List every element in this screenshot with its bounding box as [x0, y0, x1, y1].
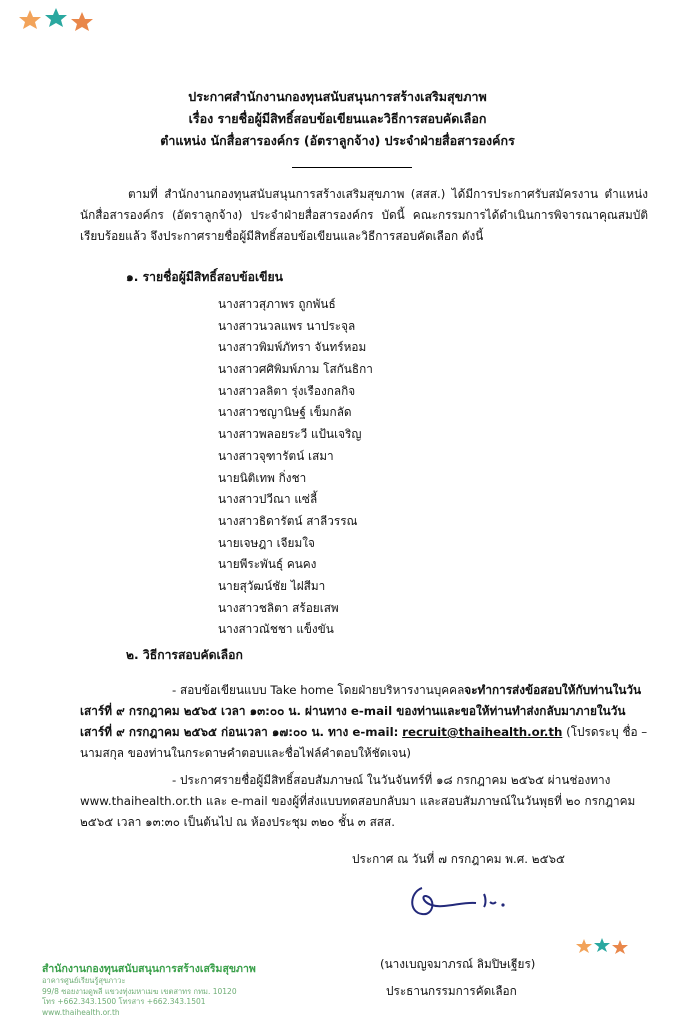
candidate-name: นางสาวปวีณา แซ่ลี้ — [218, 492, 318, 507]
candidate-name: นางสาวชญานิษฐ์ เข็มกลัด — [218, 405, 352, 420]
candidate-name: นางสาวศศิพิมพ์ภาม โสกันธิกา — [218, 362, 373, 377]
signature-image — [400, 880, 528, 924]
intro-paragraph: ตามที่ สำนักงานกองทุนสนับสนุนการสร้างเสริมสุขภาพ (สสส.) ได้มีการประกาศรับสมัครงาน ตำแหน่ง นักสื่อสารองค์กร (อัตราลูกจ้าง) ประจำฝ่ายสื่อสารองค์กร บัดนี้ คณะกรรมการได้ดำเนินการพิจารณาคุณสมบัติเรียบร้อยแล้ว จึงประกาศรายชื่อผู้มีสิทธิ์สอบข้อเขียนและวิธีการสอบคัดเลือก ดังนี้ — [80, 187, 648, 243]
section-1-heading: ๑. รายชื่อผู้มีสิทธิ์สอบข้อเขียน — [126, 270, 283, 284]
logo-figures-icon — [566, 936, 638, 988]
organization-footer — [42, 962, 256, 1018]
section-2-heading: ๒. วิธีการสอบคัดเลือก — [126, 648, 243, 662]
title-line-3: ตำแหน่ง นักสื่อสารองค์กร (อัตราลูกจ้าง) ประจำฝ่ายสื่อสารองค์กร — [160, 133, 515, 148]
footer-website[interactable]: www.thaihealth.or.th — [42, 1007, 120, 1017]
announcement-date: ประกาศ ณ วันที่ ๗ กรกฎาคม พ.ศ. ๒๕๖๕ — [352, 852, 565, 866]
signature-icon — [400, 880, 528, 924]
candidate-name: นางสาวจุฑารัตน์ เสมา — [218, 448, 334, 463]
title-line-2: เรื่อง รายชื่อผู้มีสิทธิ์สอบข้อเขียนและวิธีการสอบคัดเลือก — [188, 111, 487, 126]
candidate-name: นายเจษฎา เจียมใจ — [218, 535, 315, 550]
thaihealth-logo — [8, 6, 108, 72]
method-1-intro: - สอบข้อเขียนแบบ Take home โดยฝ่ายบริหารงานบุคคล — [172, 683, 465, 697]
candidate-name: นางสาวพิมพ์ภัทรา จันทร์หอม — [218, 340, 367, 355]
candidate-list — [218, 294, 373, 641]
thaihealth-logo-footer — [566, 936, 638, 988]
recruit-email-link[interactable]: recruit@thaihealth.or.th — [402, 725, 563, 739]
interview-announcement-paragraph: - ประกาศรายชื่อผู้มีสิทธิ์สอบสัมภาษณ์ ในวันจันทร์ที่ ๑๘ กรกฎาคม ๒๕๖๕ ผ่านช่องทาง www.thaihealth.or.th และ e-mail ของผู้ที่ส่งแบบทดสอบกลับมา และสอบสัมภาษณ์ในวันพุธที่ ๒๐ กรกฎาคม ๒๕๖๕ เวลา ๑๓:๓๐ เป็นต้นไป ณ ห้องประชุม ๓๒๐ ชั้น ๓ สสส. — [80, 773, 636, 829]
method-1-note: (โปรดระบุ ชื่อ – นามสกุล ของท่านในกระดาษคำตอบและชื่อไฟล์คำตอบให้ชัดเจน) — [80, 725, 648, 760]
candidate-name: นางสาวพลอยระวี แป้นเจริญ — [218, 427, 362, 442]
candidate-name: นางสาวณัชชา แข็งขัน — [218, 622, 334, 637]
footer-address: 99/8 ซอยงามดูพลี แขวงทุ่งมหาเมฆ เขตสาทร กทม. 10120 — [42, 986, 237, 996]
signer-block — [380, 954, 535, 1002]
candidate-name: นางสาวธิดารัตน์ สาลีวรรณ — [218, 513, 358, 528]
candidate-name: นางสาวลลิตา รุ่งเรืองกลกิจ — [218, 383, 356, 398]
candidate-name: นางสาวสุภาพร ถูกพันธ์ — [218, 297, 336, 311]
logo-figures-icon — [8, 6, 108, 72]
method-1-schedule: จะทำการส่งข้อสอบให้กับท่านในวันเสาร์ที่ ๙ กรกฎาคม ๒๕๖๕ เวลา ๑๓:๐๐ น. ผ่านทาง e-mail ของท่านและขอให้ท่านทำส่งกลับมาภายในวันเสาร์ที่ ๙ กรกฎาคม ๒๕๖๕ ก่อนเวลา ๑๗:๐๐ น. ทาง e-mail: — [80, 683, 642, 739]
title-line-1: ประกาศสำนักงานกองทุนสนับสนุนการสร้างเสริมสุขภาพ — [188, 89, 487, 104]
announcement-title — [0, 86, 675, 152]
signer-name: (นางเบญจมาภรณ์ ลิมปิษเฐียร) — [380, 957, 536, 971]
candidate-name: นางสาวชลิตา สร้อยเสพ — [218, 600, 339, 615]
footer-phone: โทร +662.343.1500 โทรสาร +662.343.1501 — [42, 997, 206, 1006]
signer-position: ประธานกรรมการคัดเลือก — [386, 984, 517, 998]
footer-building: อาคารศูนย์เรียนรู้สุขภาวะ — [42, 976, 126, 985]
title-divider — [292, 167, 412, 168]
candidate-name: นายพีระพันธุ์ คนคง — [218, 557, 317, 572]
exam-method-paragraph — [80, 680, 648, 764]
footer-org-name: สำนักงานกองทุนสนับสนุนการสร้างเสริมสุขภาพ — [42, 963, 256, 975]
candidate-name: นางสาวนวลแพร นาประจุล — [218, 318, 356, 333]
candidate-name: นายสุวัฒน์ชัย ไฝสีมา — [218, 578, 326, 593]
candidate-name: นายนิติเทพ กิ่งชา — [218, 470, 307, 485]
